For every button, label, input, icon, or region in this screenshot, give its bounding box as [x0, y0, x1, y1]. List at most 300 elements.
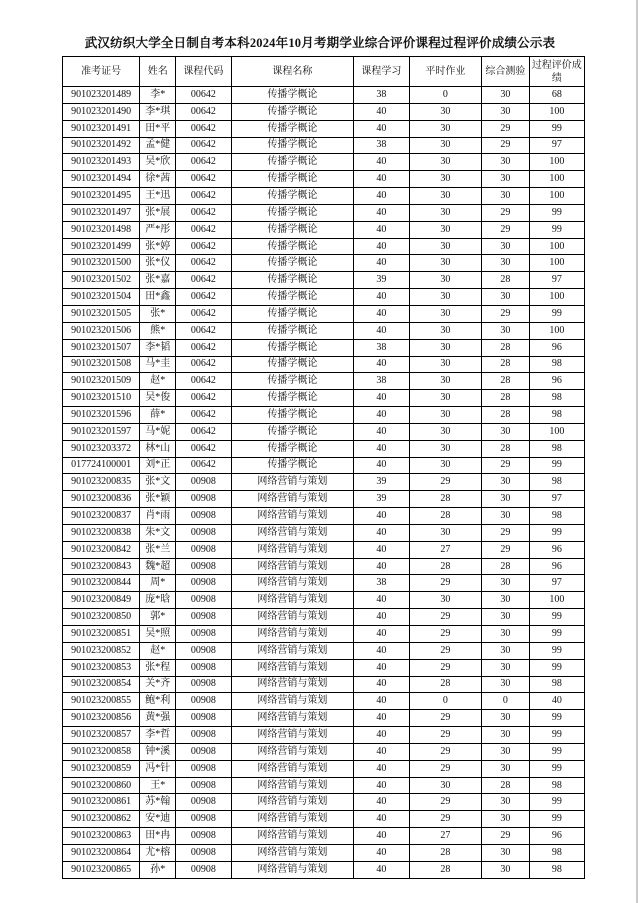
table-row	[63, 794, 585, 811]
cell-name: 庞*晗	[140, 592, 176, 609]
cell-homework: 30	[409, 407, 482, 424]
cell-admission-no: 901023200860	[63, 777, 140, 794]
cell-homework: 30	[409, 373, 482, 390]
cell-homework: 27	[409, 828, 482, 845]
cell-comprehensive-test: 30	[482, 743, 530, 760]
cell-homework: 30	[409, 524, 482, 541]
table-row	[63, 305, 585, 322]
table-row	[63, 828, 585, 845]
cell-admission-no: 901023200864	[63, 844, 140, 861]
cell-course-study: 40	[354, 626, 409, 643]
table-row	[63, 626, 585, 643]
cell-process-score: 96	[529, 558, 584, 575]
cell-name: 张*兰	[140, 541, 176, 558]
cell-course-study: 40	[354, 171, 409, 188]
table-row	[63, 642, 585, 659]
cell-admission-no: 901023201500	[63, 255, 140, 272]
cell-course-code: 00908	[176, 777, 231, 794]
cell-course-code: 00908	[176, 844, 231, 861]
cell-name: 李*韬	[140, 339, 176, 356]
cell-course-study: 40	[354, 305, 409, 322]
cell-course-code: 00642	[176, 221, 231, 238]
cell-homework: 30	[409, 423, 482, 440]
cell-admission-no: 901023201489	[63, 87, 140, 104]
table-row	[63, 844, 585, 861]
cell-process-score: 98	[529, 356, 584, 373]
cell-comprehensive-test: 30	[482, 154, 530, 171]
cell-process-score: 99	[529, 727, 584, 744]
cell-course-code: 00908	[176, 609, 231, 626]
cell-comprehensive-test: 30	[482, 659, 530, 676]
cell-homework: 30	[409, 120, 482, 137]
cell-course-name: 网络营销与策划	[231, 592, 354, 609]
cell-name: 赵*	[140, 373, 176, 390]
cell-course-name: 传播学概论	[231, 103, 354, 120]
cell-process-score: 100	[529, 171, 584, 188]
cell-admission-no: 901023200863	[63, 828, 140, 845]
cell-process-score: 97	[529, 575, 584, 592]
cell-course-code: 00642	[176, 171, 231, 188]
cell-course-study: 40	[354, 676, 409, 693]
table-row	[63, 87, 585, 104]
column-header-course-name: 课程名称	[231, 57, 354, 87]
cell-homework: 30	[409, 440, 482, 457]
cell-course-study: 40	[354, 103, 409, 120]
cell-comprehensive-test: 30	[482, 727, 530, 744]
cell-course-name: 网络营销与策划	[231, 575, 354, 592]
table-row	[63, 575, 585, 592]
cell-course-name: 传播学概论	[231, 322, 354, 339]
cell-course-study: 40	[354, 727, 409, 744]
cell-homework: 29	[409, 710, 482, 727]
cell-course-study: 40	[354, 188, 409, 205]
cell-course-name: 传播学概论	[231, 137, 354, 154]
cell-course-code: 00642	[176, 204, 231, 221]
cell-process-score: 97	[529, 137, 584, 154]
cell-course-study: 40	[354, 558, 409, 575]
cell-admission-no: 901023201509	[63, 373, 140, 390]
cell-course-code: 00908	[176, 828, 231, 845]
cell-course-name: 传播学概论	[231, 289, 354, 306]
table-row	[63, 204, 585, 221]
cell-process-score: 98	[529, 844, 584, 861]
cell-name: 张*	[140, 305, 176, 322]
cell-name: 尤*榕	[140, 844, 176, 861]
cell-course-name: 传播学概论	[231, 390, 354, 407]
table-row	[63, 322, 585, 339]
cell-homework: 30	[409, 356, 482, 373]
cell-comprehensive-test: 28	[482, 407, 530, 424]
cell-comprehensive-test: 30	[482, 811, 530, 828]
cell-course-study: 38	[354, 373, 409, 390]
table-row	[63, 238, 585, 255]
cell-comprehensive-test: 30	[482, 642, 530, 659]
cell-process-score: 97	[529, 491, 584, 508]
cell-name: 马*妮	[140, 423, 176, 440]
cell-course-code: 00908	[176, 794, 231, 811]
cell-homework: 30	[409, 592, 482, 609]
cell-course-name: 传播学概论	[231, 373, 354, 390]
cell-course-name: 传播学概论	[231, 339, 354, 356]
cell-homework: 30	[409, 204, 482, 221]
cell-comprehensive-test: 28	[482, 373, 530, 390]
cell-course-code: 00908	[176, 642, 231, 659]
cell-course-name: 网络营销与策划	[231, 541, 354, 558]
cell-comprehensive-test: 30	[482, 491, 530, 508]
cell-comprehensive-test: 29	[482, 305, 530, 322]
table-row	[63, 423, 585, 440]
cell-course-code: 00908	[176, 491, 231, 508]
cell-comprehensive-test: 30	[482, 592, 530, 609]
cell-process-score: 100	[529, 423, 584, 440]
table-row	[63, 592, 585, 609]
cell-homework: 30	[409, 390, 482, 407]
cell-name: 赵*	[140, 642, 176, 659]
cell-comprehensive-test: 30	[482, 676, 530, 693]
cell-course-name: 网络营销与策划	[231, 727, 354, 744]
cell-course-study: 39	[354, 272, 409, 289]
column-header-homework: 平时作业	[409, 57, 482, 87]
cell-course-name: 传播学概论	[231, 120, 354, 137]
scan-edge-line	[636, 0, 638, 903]
cell-name: 徐*茜	[140, 171, 176, 188]
cell-course-name: 网络营销与策划	[231, 844, 354, 861]
cell-course-code: 00908	[176, 508, 231, 525]
cell-comprehensive-test: 30	[482, 710, 530, 727]
cell-course-study: 38	[354, 339, 409, 356]
cell-course-study: 40	[354, 440, 409, 457]
table-row	[63, 221, 585, 238]
cell-admission-no: 901023201491	[63, 120, 140, 137]
table-row	[63, 356, 585, 373]
cell-comprehensive-test: 28	[482, 777, 530, 794]
cell-comprehensive-test: 30	[482, 238, 530, 255]
cell-comprehensive-test: 0	[482, 693, 530, 710]
cell-homework: 29	[409, 743, 482, 760]
cell-comprehensive-test: 28	[482, 440, 530, 457]
cell-process-score: 98	[529, 508, 584, 525]
cell-course-study: 39	[354, 474, 409, 491]
cell-homework: 28	[409, 844, 482, 861]
cell-course-name: 传播学概论	[231, 87, 354, 104]
table-row	[63, 541, 585, 558]
cell-course-code: 00642	[176, 120, 231, 137]
cell-name: 张*文	[140, 474, 176, 491]
table-row	[63, 154, 585, 171]
cell-comprehensive-test: 30	[482, 575, 530, 592]
cell-homework: 30	[409, 272, 482, 289]
cell-admission-no: 901023200843	[63, 558, 140, 575]
cell-process-score: 100	[529, 255, 584, 272]
cell-admission-no: 901023200849	[63, 592, 140, 609]
cell-name: 吴*照	[140, 626, 176, 643]
cell-comprehensive-test: 29	[482, 137, 530, 154]
cell-course-code: 00908	[176, 743, 231, 760]
cell-comprehensive-test: 28	[482, 356, 530, 373]
scores-table	[62, 56, 585, 879]
cell-comprehensive-test: 30	[482, 87, 530, 104]
table-row	[63, 474, 585, 491]
table-row	[63, 760, 585, 777]
cell-process-score: 99	[529, 811, 584, 828]
cell-homework: 0	[409, 693, 482, 710]
cell-process-score: 99	[529, 760, 584, 777]
cell-course-code: 00908	[176, 575, 231, 592]
table-row	[63, 861, 585, 878]
cell-name: 刘*正	[140, 457, 176, 474]
cell-name: 苏*翰	[140, 794, 176, 811]
table-row	[63, 289, 585, 306]
table-row	[63, 609, 585, 626]
cell-course-study: 40	[354, 592, 409, 609]
cell-homework: 27	[409, 541, 482, 558]
cell-admission-no: 901023200862	[63, 811, 140, 828]
cell-homework: 30	[409, 154, 482, 171]
column-header-comprehensive-test: 综合测验	[482, 57, 530, 87]
cell-name: 郭*	[140, 609, 176, 626]
cell-course-study: 40	[354, 693, 409, 710]
cell-admission-no: 901023201504	[63, 289, 140, 306]
cell-admission-no: 901023201499	[63, 238, 140, 255]
cell-process-score: 99	[529, 457, 584, 474]
cell-course-study: 40	[354, 811, 409, 828]
cell-process-score: 100	[529, 592, 584, 609]
cell-admission-no: 901023201493	[63, 154, 140, 171]
cell-process-score: 98	[529, 861, 584, 878]
cell-name: 钟*溪	[140, 743, 176, 760]
cell-name: 安*迪	[140, 811, 176, 828]
table-row	[63, 272, 585, 289]
cell-course-code: 00642	[176, 440, 231, 457]
cell-admission-no: 017724100001	[63, 457, 140, 474]
cell-name: 张*程	[140, 659, 176, 676]
cell-homework: 28	[409, 508, 482, 525]
cell-comprehensive-test: 29	[482, 120, 530, 137]
cell-process-score: 98	[529, 390, 584, 407]
cell-name: 张*颖	[140, 491, 176, 508]
cell-comprehensive-test: 30	[482, 322, 530, 339]
cell-comprehensive-test: 29	[482, 524, 530, 541]
cell-admission-no: 901023201492	[63, 137, 140, 154]
cell-course-code: 00642	[176, 339, 231, 356]
cell-homework: 30	[409, 238, 482, 255]
cell-course-code: 00642	[176, 305, 231, 322]
cell-name: 严*彤	[140, 221, 176, 238]
cell-name: 冯*针	[140, 760, 176, 777]
table-row	[63, 407, 585, 424]
cell-admission-no: 901023201494	[63, 171, 140, 188]
cell-course-name: 网络营销与策划	[231, 474, 354, 491]
cell-course-name: 传播学概论	[231, 440, 354, 457]
cell-admission-no: 901023201507	[63, 339, 140, 356]
cell-process-score: 99	[529, 743, 584, 760]
cell-admission-no: 901023201596	[63, 407, 140, 424]
cell-course-study: 40	[354, 760, 409, 777]
cell-course-name: 网络营销与策划	[231, 743, 354, 760]
cell-process-score: 100	[529, 154, 584, 171]
cell-course-name: 传播学概论	[231, 457, 354, 474]
cell-course-code: 00642	[176, 423, 231, 440]
cell-comprehensive-test: 29	[482, 457, 530, 474]
table-row	[63, 693, 585, 710]
cell-course-name: 网络营销与策划	[231, 558, 354, 575]
table-row	[63, 339, 585, 356]
cell-homework: 30	[409, 137, 482, 154]
cell-course-code: 00642	[176, 407, 231, 424]
column-header-course-study: 课程学习	[354, 57, 409, 87]
cell-course-code: 00908	[176, 474, 231, 491]
cell-comprehensive-test: 30	[482, 794, 530, 811]
cell-admission-no: 901023201490	[63, 103, 140, 120]
cell-course-study: 40	[354, 238, 409, 255]
cell-course-name: 传播学概论	[231, 154, 354, 171]
cell-course-name: 网络营销与策划	[231, 861, 354, 878]
table-row	[63, 491, 585, 508]
cell-comprehensive-test: 30	[482, 474, 530, 491]
cell-course-study: 40	[354, 356, 409, 373]
cell-admission-no: 901023201597	[63, 423, 140, 440]
cell-course-code: 00642	[176, 373, 231, 390]
cell-course-name: 传播学概论	[231, 255, 354, 272]
cell-name: 王*迅	[140, 188, 176, 205]
cell-name: 马*圭	[140, 356, 176, 373]
cell-course-code: 00642	[176, 272, 231, 289]
cell-process-score: 98	[529, 474, 584, 491]
table-row	[63, 103, 585, 120]
cell-course-name: 网络营销与策划	[231, 524, 354, 541]
cell-course-study: 40	[354, 861, 409, 878]
cell-homework: 29	[409, 659, 482, 676]
cell-process-score: 99	[529, 626, 584, 643]
cell-course-code: 00642	[176, 137, 231, 154]
cell-process-score: 100	[529, 188, 584, 205]
cell-course-study: 40	[354, 642, 409, 659]
table-row	[63, 811, 585, 828]
cell-comprehensive-test: 30	[482, 609, 530, 626]
cell-admission-no: 901023200858	[63, 743, 140, 760]
cell-process-score: 96	[529, 541, 584, 558]
cell-comprehensive-test: 30	[482, 423, 530, 440]
cell-course-name: 网络营销与策划	[231, 642, 354, 659]
table-row	[63, 171, 585, 188]
cell-course-study: 40	[354, 289, 409, 306]
cell-homework: 29	[409, 609, 482, 626]
cell-homework: 30	[409, 322, 482, 339]
cell-course-study: 40	[354, 794, 409, 811]
cell-homework: 28	[409, 558, 482, 575]
cell-admission-no: 901023200861	[63, 794, 140, 811]
cell-admission-no: 901023201508	[63, 356, 140, 373]
cell-course-study: 38	[354, 87, 409, 104]
cell-name: 林*山	[140, 440, 176, 457]
cell-name: 张*婷	[140, 238, 176, 255]
cell-comprehensive-test: 30	[482, 844, 530, 861]
cell-course-study: 40	[354, 541, 409, 558]
cell-course-name: 传播学概论	[231, 305, 354, 322]
cell-course-code: 00908	[176, 693, 231, 710]
cell-course-study: 40	[354, 743, 409, 760]
cell-comprehensive-test: 28	[482, 339, 530, 356]
cell-course-study: 40	[354, 390, 409, 407]
cell-name: 魏*超	[140, 558, 176, 575]
cell-comprehensive-test: 30	[482, 289, 530, 306]
cell-process-score: 100	[529, 103, 584, 120]
cell-comprehensive-test: 29	[482, 221, 530, 238]
table-row	[63, 137, 585, 154]
cell-course-code: 00642	[176, 457, 231, 474]
cell-admission-no: 901023200856	[63, 710, 140, 727]
column-header-course-code: 课程代码	[176, 57, 231, 87]
cell-comprehensive-test: 30	[482, 103, 530, 120]
cell-process-score: 98	[529, 440, 584, 457]
column-header-name: 姓名	[140, 57, 176, 87]
cell-homework: 29	[409, 626, 482, 643]
cell-admission-no: 901023200850	[63, 609, 140, 626]
table-row	[63, 188, 585, 205]
cell-name: 肖*雨	[140, 508, 176, 525]
table-row	[63, 558, 585, 575]
cell-comprehensive-test: 29	[482, 828, 530, 845]
cell-homework: 30	[409, 289, 482, 306]
cell-course-name: 网络营销与策划	[231, 491, 354, 508]
cell-comprehensive-test: 28	[482, 558, 530, 575]
cell-course-study: 40	[354, 154, 409, 171]
cell-course-name: 网络营销与策划	[231, 777, 354, 794]
table-header-row	[63, 57, 585, 87]
column-header-admission-no: 准考证号	[63, 57, 140, 87]
cell-homework: 30	[409, 171, 482, 188]
cell-course-code: 00642	[176, 255, 231, 272]
cell-comprehensive-test: 30	[482, 861, 530, 878]
cell-course-study: 40	[354, 659, 409, 676]
cell-course-code: 00908	[176, 558, 231, 575]
cell-course-name: 网络营销与策划	[231, 760, 354, 777]
cell-process-score: 99	[529, 120, 584, 137]
cell-homework: 0	[409, 87, 482, 104]
cell-name: 关*齐	[140, 676, 176, 693]
cell-name: 王*	[140, 777, 176, 794]
cell-homework: 30	[409, 103, 482, 120]
cell-admission-no: 901023201497	[63, 204, 140, 221]
cell-course-code: 00908	[176, 760, 231, 777]
cell-admission-no: 901023200857	[63, 727, 140, 744]
cell-course-study: 38	[354, 575, 409, 592]
cell-admission-no: 901023200854	[63, 676, 140, 693]
cell-course-name: 网络营销与策划	[231, 693, 354, 710]
cell-name: 孟*健	[140, 137, 176, 154]
cell-process-score: 100	[529, 238, 584, 255]
cell-name: 田*鑫	[140, 289, 176, 306]
cell-course-name: 传播学概论	[231, 272, 354, 289]
table-row	[63, 743, 585, 760]
cell-process-score: 96	[529, 373, 584, 390]
cell-homework: 29	[409, 760, 482, 777]
cell-process-score: 98	[529, 777, 584, 794]
cell-course-name: 网络营销与策划	[231, 676, 354, 693]
page-title: 武汉纺织大学全日制自考本科2024年10月考期学业综合评价课程过程评价成绩公示表	[84, 36, 556, 50]
cell-comprehensive-test: 29	[482, 204, 530, 221]
table-row	[63, 710, 585, 727]
cell-admission-no: 901023200859	[63, 760, 140, 777]
cell-comprehensive-test: 30	[482, 255, 530, 272]
cell-process-score: 100	[529, 322, 584, 339]
cell-course-study: 40	[354, 508, 409, 525]
cell-homework: 28	[409, 861, 482, 878]
cell-process-score: 99	[529, 609, 584, 626]
cell-course-name: 传播学概论	[231, 188, 354, 205]
cell-process-score: 99	[529, 204, 584, 221]
cell-course-code: 00908	[176, 626, 231, 643]
